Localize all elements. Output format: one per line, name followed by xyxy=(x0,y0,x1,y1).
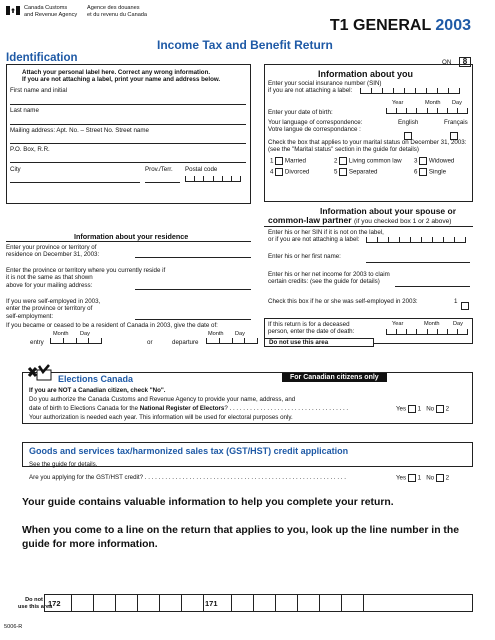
form-title xyxy=(330,17,471,35)
spouse-self-num: 1 xyxy=(454,298,458,305)
self-employment-province-field[interactable] xyxy=(135,319,251,320)
deceased-label xyxy=(268,321,354,336)
language-fr: Votre langue de correspondance : xyxy=(268,126,361,134)
gst-answer: Yes 1 No 2 xyxy=(396,474,450,482)
death-year-label: Year xyxy=(392,321,404,327)
entry-date-field[interactable] xyxy=(50,338,102,344)
gst-l1: See the guide for details. xyxy=(29,461,98,468)
agency-fr-line2: et du revenu du Canada xyxy=(87,11,148,18)
language-en: Your language of correspondence: xyxy=(268,119,363,126)
departure-date-field[interactable] xyxy=(206,338,258,344)
residence-l2: residence on December 31, 2003: xyxy=(6,251,100,259)
residence-title: Information about your residence xyxy=(74,232,189,241)
label-instructions xyxy=(22,69,220,84)
residence-province-field[interactable] xyxy=(135,257,251,258)
spouse-self-employed-checkbox[interactable] xyxy=(461,297,469,315)
spouse-sin-l2: or if you are not attaching a label: xyxy=(268,236,360,244)
residence-l6: If you were self-employed in 2003, xyxy=(6,298,101,305)
residence-l9: If you became or ceased to be a resident of Canada in 2003, give the date of: xyxy=(6,322,218,329)
canada-flag-icon xyxy=(6,6,20,15)
death-date-field[interactable] xyxy=(386,329,468,335)
province-code: ON xyxy=(442,59,452,66)
prov-label: Prov./Terr. xyxy=(145,166,173,173)
residence-l5: above for your mailing address: xyxy=(6,281,93,289)
spouse-net-income-field[interactable] xyxy=(395,286,470,287)
spouse-sin-l1: Enter his or her SIN if it is not on the label, xyxy=(268,229,384,236)
agency-en xyxy=(24,5,77,18)
gst-l2: Are you applying for the GST/HST credit? . . . . . . . . . . . . . . . . . . . . . . . . . . . . . . . . . . . . . . . . . . . . . . . . . . . . . . . . . . . xyxy=(29,474,346,481)
death-day-label: Day xyxy=(453,321,463,327)
or-label: or xyxy=(147,339,153,346)
entry-month-label: Month xyxy=(53,331,69,337)
residence-l4: it is not the same as that shown xyxy=(6,274,93,282)
guide-paragraph-2: When you come to a line on the return that applies to you, look up the line number in the guide for more information. xyxy=(22,525,460,550)
residence-l8: self-employment: xyxy=(6,312,54,320)
guide-paragraph-1: Your guide contains valuable information to help you complete your return. xyxy=(22,497,394,508)
first-name-field[interactable] xyxy=(10,104,246,105)
spouse-title-1: Information about your spouse or xyxy=(320,206,457,216)
english-label: English xyxy=(398,119,419,126)
po-box-field[interactable] xyxy=(10,162,246,163)
spouse-title-note: (if you checked box 1 or 2 above) xyxy=(353,218,452,225)
departure-day-label: Day xyxy=(235,331,245,337)
residence-q1 xyxy=(6,244,99,259)
marital-status-label xyxy=(268,139,466,154)
residence-l1: Enter your province or territory of xyxy=(6,244,97,251)
status-option-3[interactable]: 3 Widowed xyxy=(414,157,455,165)
postal-label: Postal code xyxy=(185,166,218,173)
gst-yes-checkbox[interactable] xyxy=(408,474,416,482)
spouse-net-l1: Enter his or her net income for 2003 to claim xyxy=(268,271,390,278)
status-l1: Check the box that applies to your marital status on December 31, 2003: xyxy=(268,139,467,146)
spouse-net-income-label xyxy=(268,271,390,286)
sin-l2: if you are not attaching a label: xyxy=(268,87,353,95)
elections-l3: Your authorization is needed each year. This information will be used for electoral purposes only. xyxy=(29,414,293,421)
spouse-net-l2: certain credits: (see the guide for details) xyxy=(268,278,380,286)
residence-divider xyxy=(6,241,251,242)
sin-l1: Enter your social insurance number (SIN) xyxy=(268,80,382,87)
departure-label: departure xyxy=(172,339,199,346)
dob-day-label: Day xyxy=(452,100,462,106)
dob-year-label: Year xyxy=(392,100,404,106)
language-label xyxy=(268,119,362,134)
entry-label: entry xyxy=(30,339,44,346)
deceased-l1: If this return is for a deceased xyxy=(268,321,350,328)
residence-l7: enter the province or territory of xyxy=(6,305,93,313)
postal-code-field[interactable] xyxy=(185,176,241,182)
marital-status-options xyxy=(270,157,470,176)
francais-label: Français xyxy=(444,119,468,126)
footer-code-172: 172 xyxy=(48,599,61,608)
city-label: City xyxy=(10,166,21,173)
deceased-l2: person, enter the date of death: xyxy=(268,328,355,336)
spouse-first-name-label: Enter his or her first name: xyxy=(268,253,341,260)
spouse-title-2 xyxy=(268,215,451,225)
about-you-title: Information about you xyxy=(318,69,413,79)
elections-question: If you are NOT a Canadian citizen, check "No". xyxy=(29,387,166,394)
agency-en-line2: and Revenue Agency xyxy=(24,11,78,18)
death-month-label: Month xyxy=(424,321,440,327)
gst-no-checkbox[interactable] xyxy=(436,474,444,482)
spouse-first-name-field[interactable] xyxy=(366,262,470,263)
elections-no-checkbox[interactable] xyxy=(436,405,444,413)
dob-field[interactable] xyxy=(386,108,468,114)
city-field[interactable] xyxy=(10,182,140,183)
dob-month-label: Month xyxy=(425,100,441,106)
deceased-dnu: Do not use this area xyxy=(264,338,374,347)
elections-answer: Yes 1 No 2 xyxy=(396,405,450,413)
current-province-field[interactable] xyxy=(135,289,251,290)
status-option-2[interactable]: 2 Living common law xyxy=(334,157,402,165)
entry-day-label: Day xyxy=(80,331,90,337)
spouse-self-employed-label: Check this box if he or she was self-employed in 2003: xyxy=(268,298,418,305)
elections-l1: Do you authorize the Canada Customs and Revenue Agency to provide your name, address, and xyxy=(29,396,296,403)
footer-code-171: 171 xyxy=(205,599,218,608)
footer-dnu-1: Do not xyxy=(25,597,43,603)
first-name-label: First name and initial xyxy=(10,87,68,94)
form-year: 2003 xyxy=(435,17,471,34)
label-instr-2: If you are not attaching a label, print your name and address below. xyxy=(22,76,221,84)
status-option-4[interactable]: 4 Divorced xyxy=(270,168,310,176)
spouse-title-bold: common-law partner xyxy=(268,215,352,225)
mailing-address-field[interactable] xyxy=(10,143,246,144)
province-num: 8 xyxy=(459,57,471,67)
departure-month-label: Month xyxy=(208,331,224,337)
mailing-address-label: Mailing address: Apt. No. – Street No. Street name xyxy=(10,127,149,134)
label-instr-1: Attach your personal label here. Correct any wrong information. xyxy=(22,69,211,76)
residence-q3 xyxy=(6,298,100,320)
status-l2: (see the "Marital status" section in the guide for details) xyxy=(268,146,419,154)
spouse-sin-field[interactable] xyxy=(366,237,466,243)
dob-label: Enter your date of birth: xyxy=(268,109,333,116)
elections-title: Elections Canada xyxy=(58,374,134,384)
form-title-text: T1 GENERAL xyxy=(329,17,431,34)
page-subtitle: Income Tax and Benefit Return xyxy=(157,38,333,52)
spouse-divider xyxy=(264,226,473,227)
agency-en-line1: Canada Customs xyxy=(24,5,68,11)
elections-yes-checkbox[interactable] xyxy=(408,405,416,413)
ballot-icon xyxy=(27,364,53,382)
sin-field[interactable] xyxy=(360,88,460,94)
agency-fr-line1: Agence des douanes xyxy=(87,5,140,11)
footer-dnu xyxy=(18,597,53,610)
po-box-label: P.O. Box, R.R. xyxy=(10,146,50,153)
residence-l3: Enter the province or territory where you currently reside if xyxy=(6,267,166,274)
form-number: 5006-R xyxy=(4,624,23,630)
gst-title: Goods and services tax/harmonized sales tax (GST/HST) credit application xyxy=(29,446,349,456)
section-title: Identification xyxy=(6,52,78,64)
elections-badge: For Canadian citizens only xyxy=(282,373,387,382)
elections-l2: date of birth to Elections Canada for the National Register of Electors? . . . . . . . . . . . . . . . . . . . . . . . . . . . . . . . . . . . xyxy=(29,405,349,412)
last-name-label: Last name xyxy=(10,107,39,114)
prov-field[interactable] xyxy=(145,182,180,183)
last-name-field[interactable] xyxy=(10,124,246,125)
footer-dnu-2: use this area xyxy=(18,603,53,610)
status-option-5[interactable]: 5 Separated xyxy=(334,168,378,176)
footer-cells xyxy=(44,594,473,612)
residence-q2 xyxy=(6,267,165,289)
status-option-6[interactable]: 6 Single xyxy=(414,168,447,176)
status-option-1[interactable]: 1 Married xyxy=(270,157,306,165)
agency-fr xyxy=(87,5,147,18)
